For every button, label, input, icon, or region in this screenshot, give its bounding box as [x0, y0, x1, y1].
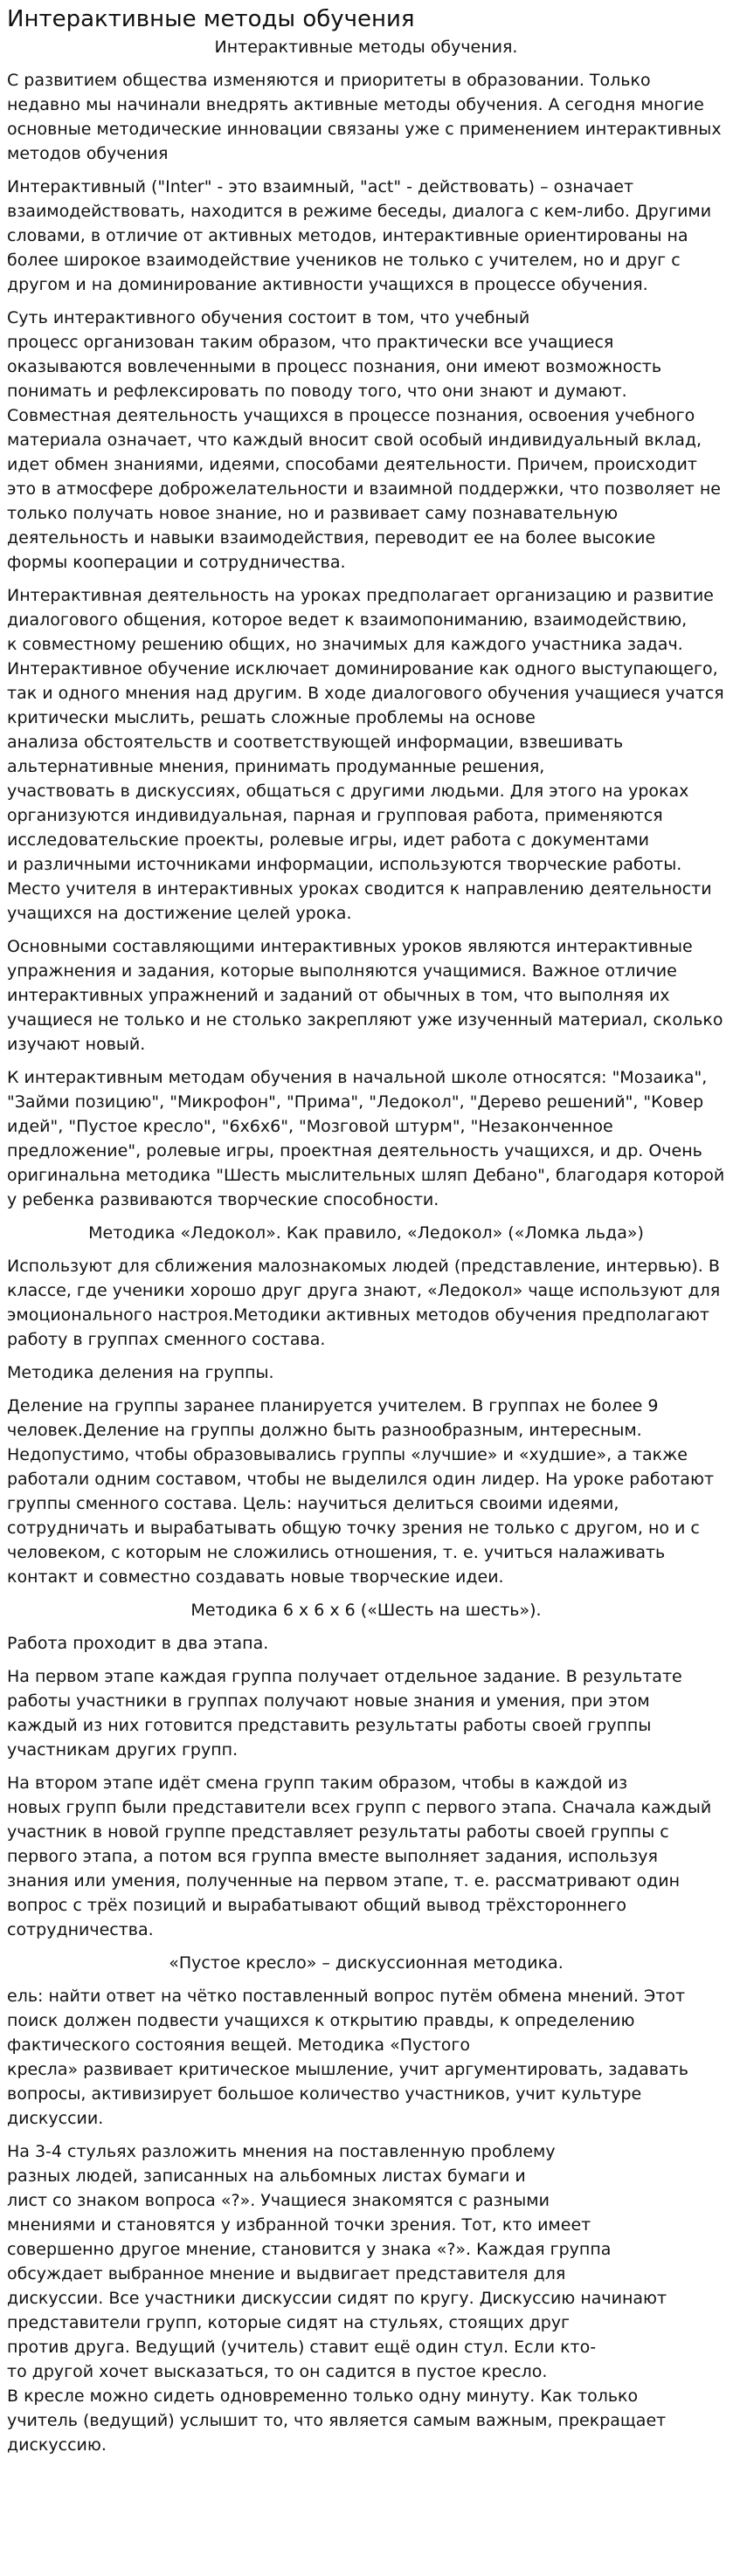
section-heading: Методика 6 х 6 х 6 («Шесть на шесть»).: [190, 1601, 542, 1620]
paragraph: Суть интерактивного обучения состоит в том, что учебный процесс организован таким образом, что практически все учащиеся оказываются вовлеченными в процесс познания, они имеют возможность понимать и рефлексировать по поводу того, что они знают и думают. Совместная деятельность учащихся в процессе познания, освоения учебного материала означает, что каждый вносит свой особый индивидуальный вклад, идет обмен знаниями, идеями, способами деятельности. Причем, происходит это в атмосфере доброжелательности и взаимной поддержки, что позволяет не только получать новое знание, но и развивает саму познавательную деятельность и навыки взаимодействия, переводит ее на более высокие формы кооперации и сотрудничества.: [7, 308, 721, 572]
page-title: Интерактивные методы обучения: [7, 6, 415, 32]
section-heading: Методика «Ледокол». Как правило, «Ледокол» («Ломка льда»): [88, 1223, 644, 1243]
document-body: [7, 35, 725, 2457]
paragraph: Интерактивный ("Inter" - это взаимный, "act" - действовать) – означает взаимодействовать, находится в режиме беседы, диалога с кем-либо. Другими словами, в отличие от активных методов, интерактивные ориентированы на более широкое взаимодействие учеников не только с учителем, но и друг с другом и на доминирование активности учащихся в процессе обучения.: [7, 177, 712, 294]
paragraph: Работа проходит в два этапа.: [7, 1634, 269, 1653]
paragraph: Основными составляющими интерактивных уроков являются интерактивные упражнения и задания, которые выполняются учащимися. Важное отличие интерактивных упражнений и заданий от обычных в том, что выполняя их учащиеся не только и не столько закрепляют уже изученный материал, сколько изучают новый.: [7, 937, 723, 1054]
paragraph: Используют для сближения малознакомых людей (представление, интервью). В классе, где ученики хорошо друг друга знают, «Ледокол» чаще используют для эмоционального настроя.Методики активных методов обучения предполагают работу в группах сменного состава.: [7, 1257, 721, 1349]
paragraph: На втором этапе идёт смена групп таким образом, чтобы в каждой из новых групп были представители всех групп с первого этапа. Сначала каждый участник в новой группе представляет результаты работы своей группы с первого этапа, а потом вся группа вместе выполняет задания, используя знания или умения, полученные на первом этапе, т. е. рассматривают один вопрос с трёх позиций и вырабатывают общий вывод трёхстороннего сотрудничества.: [7, 1774, 712, 1939]
paragraph: ель: найти ответ на чётко поставленный вопрос путём обмена мнений. Этот поиск должен подвести учащихся к открытию правды, к определению фактического состояния вещей. Методика «Пустого кресла» развивает критическое мышление, учит аргументировать, задавать вопросы, активизирует большое количество участников, учит культуре дискуссии.: [7, 1987, 688, 2128]
section-heading: «Пустое кресло» – дискуссионная методика.: [169, 1953, 564, 1973]
section-heading: Интерактивные методы обучения.: [214, 38, 518, 57]
paragraph: С развитием общества изменяются и приоритеты в образовании. Только недавно мы начинали внедрять активные методы обучения. А сегодня многие основные методические инновации связаны уже с применением интерактивных методов обучения: [7, 71, 722, 163]
paragraph: Интерактивная деятельность на уроках предполагает организацию и развитие диалогового общения, которое ведет к взаимопониманию, взаимодействию, к совместному решению общих, но значимых для каждого участника задач. Интерактивное обучение исключает доминирование как одного выступающего, так и одного мнения над другим. В ходе диалогового обучения учащиеся учатся критически мыслить, решать сложные проблемы на основе анализа обстоятельств и соответствующей информации, взвешивать альтернативные мнения, принимать продуманные решения, участвовать в дискуссиях, общаться с другими людьми. Для этого на уроках организуются индивидуальная, парная и групповая работа, применяются исследовательские проекты, ролевые игры, идет работа с документами и различными источниками информации, используются творческие работы. Место учителя в интерактивных уроках сводится к направлению деятельности учащихся на достижение целей урока.: [7, 586, 724, 923]
paragraph: Методика деления на группы.: [7, 1363, 274, 1382]
paragraph: Деление на группы заранее планируется учителем. В группах не более 9 человек.Деление на группы должно быть разнообразным, интересным. Недопустимо, чтобы образовывались группы «лучшие» и «худшие», а также работали одним составом, чтобы не выделился один лидер. На уроке работают группы сменного состава. Цель: научиться делиться своими идеями, сотрудничать и вырабатывать общую точку зрения не только с другом, но и с человеком, с которым не сложились отношения, т. е. учиться налаживать контакт и совместно создавать новые творческие идеи.: [7, 1396, 715, 1587]
paragraph: К интерактивным методам обучения в начальной школе относятся: "Мозаика", "Займи позицию", "Микрофон", "Прима", "Ледокол", "Дерево решений", "Ковер идей", "Пустое кресло", "6х6х6", "Мозговой штурм", "Незаконченное предложение", ролевые игры, проектная деятельность учащихся, и др. Очень оригинальна методика "Шесть мыслительных шляп Дебано", благодаря которой у ребенка развиваются творческие способности.: [7, 1068, 725, 1209]
paragraph: На первом этапе каждая группа получает отдельное задание. В результате работы участники в группах получают новые знания и умения, при этом каждый из них готовится представить результаты работы своей группы участникам других групп.: [7, 1667, 682, 1760]
paragraph: На 3-4 стульях разложить мнения на поставленную проблему разных людей, записанных на альбомных листах бумаги и лист со знаком вопроса «?». Учащиеся знакомятся с разными мнениями и становятся у избранной точки зрения. Тот, кто имеет совершенно другое мнение, становится у знака «?». Каждая группа обсуждает выбранное мнение и выдвигает представителя для дискуссии. Все участники дискуссии сидят по кругу. Дискуссию начинают представители групп, которые сидят на стульях, стоящих друг против друга. Ведущий (учитель) ставит ещё один стул. Если кто- то другой хочет высказаться, то он садится в пустое кресло. В кресле можно сидеть одновременно только одну минуту. Как только учитель (ведущий) услышит то, что является самым важным, прекращает дискуссию.: [7, 2142, 667, 2455]
